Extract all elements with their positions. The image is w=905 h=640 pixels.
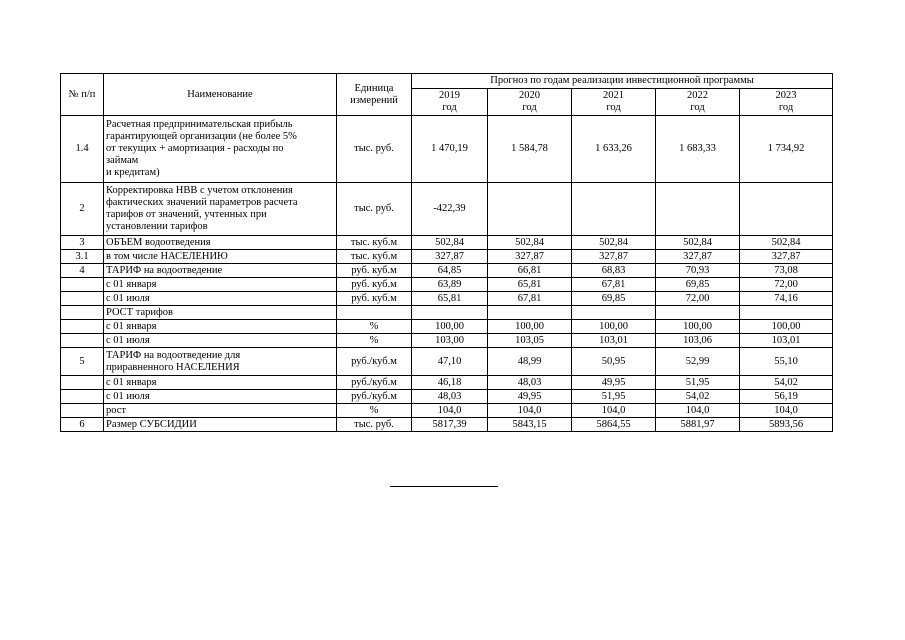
row-value: 5843,15 bbox=[488, 418, 572, 432]
row-value: 103,06 bbox=[656, 334, 740, 348]
header-number bbox=[61, 74, 104, 116]
row-number: 5 bbox=[61, 348, 104, 376]
row-value bbox=[572, 183, 656, 236]
row-value bbox=[740, 306, 833, 320]
row-value: 104,0 bbox=[656, 404, 740, 418]
investment-forecast-table bbox=[60, 73, 833, 432]
row-name: с 01 января bbox=[104, 320, 337, 334]
row-name-line: и кредитам) bbox=[106, 167, 160, 178]
header-name bbox=[104, 74, 337, 116]
header-forecast-label: Прогноз по годам реализации инвестиционной программы bbox=[490, 75, 754, 86]
header-year bbox=[572, 89, 656, 116]
table-row bbox=[61, 116, 833, 183]
row-value: 103,01 bbox=[740, 334, 833, 348]
row-number bbox=[61, 404, 104, 418]
row-value: 1 584,78 bbox=[488, 116, 572, 183]
row-unit: тыс. руб. bbox=[337, 418, 412, 432]
row-value: 48,03 bbox=[488, 376, 572, 390]
row-value: 327,87 bbox=[412, 250, 488, 264]
row-name-line: установлении тарифов bbox=[106, 221, 208, 232]
row-value: 5817,39 bbox=[412, 418, 488, 432]
row-value: 104,0 bbox=[740, 404, 833, 418]
header-year bbox=[740, 89, 833, 116]
row-value: 5881,97 bbox=[656, 418, 740, 432]
row-value: 72,00 bbox=[656, 292, 740, 306]
row-value bbox=[572, 306, 656, 320]
row-name: с 01 января bbox=[104, 278, 337, 292]
row-value: 56,19 bbox=[740, 390, 833, 404]
row-value: 49,95 bbox=[488, 390, 572, 404]
row-value: 74,16 bbox=[740, 292, 833, 306]
header-year bbox=[488, 89, 572, 116]
header-unit bbox=[337, 74, 412, 116]
row-number: 6 bbox=[61, 418, 104, 432]
table-row bbox=[61, 334, 833, 348]
row-name-line: Расчетная предпринимательская прибыль bbox=[106, 119, 293, 130]
table-row bbox=[61, 348, 833, 376]
row-name-line: приравненного НАСЕЛЕНИЯ bbox=[106, 361, 240, 373]
row-value bbox=[412, 306, 488, 320]
row-number: 2 bbox=[61, 183, 104, 236]
row-number bbox=[61, 390, 104, 404]
row-value: 48,03 bbox=[412, 390, 488, 404]
row-value: 63,89 bbox=[412, 278, 488, 292]
row-value bbox=[656, 183, 740, 236]
table-row bbox=[61, 306, 833, 320]
row-name-line: тарифов от значений, учтенных при bbox=[106, 209, 267, 220]
row-value: 54,02 bbox=[740, 376, 833, 390]
row-unit: % bbox=[337, 320, 412, 334]
year-label: 2019 bbox=[439, 90, 460, 101]
row-value: 100,00 bbox=[656, 320, 740, 334]
table-row bbox=[61, 183, 833, 236]
row-value: 104,0 bbox=[412, 404, 488, 418]
table-row bbox=[61, 376, 833, 390]
row-value: 66,81 bbox=[488, 264, 572, 278]
row-value: 327,87 bbox=[740, 250, 833, 264]
year-label: 2021 bbox=[603, 90, 624, 101]
table-row bbox=[61, 278, 833, 292]
row-name-line: Корректировка НВВ с учетом отклонения bbox=[106, 185, 293, 196]
row-unit: тыс. руб. bbox=[337, 183, 412, 236]
table-row bbox=[61, 250, 833, 264]
row-number bbox=[61, 306, 104, 320]
row-name-line: займам bbox=[106, 155, 139, 166]
row-unit: тыс. куб.м bbox=[337, 236, 412, 250]
row-name: ТАРИФ на водоотведение bbox=[104, 264, 337, 278]
row-name bbox=[104, 183, 337, 236]
row-name: с 01 января bbox=[104, 376, 337, 390]
row-number: 3.1 bbox=[61, 250, 104, 264]
row-value: 50,95 bbox=[572, 348, 656, 376]
row-unit: руб./куб.м bbox=[337, 376, 412, 390]
row-unit: руб./куб.м bbox=[337, 390, 412, 404]
row-value: 104,0 bbox=[488, 404, 572, 418]
row-name-line: фактических значений параметров расчета bbox=[106, 197, 298, 208]
row-unit: руб. куб.м bbox=[337, 292, 412, 306]
row-value: 103,01 bbox=[572, 334, 656, 348]
row-name: РОСТ тарифов bbox=[104, 306, 337, 320]
row-value: 65,81 bbox=[488, 278, 572, 292]
header-unit-label: Единица измерений bbox=[350, 82, 398, 106]
row-unit: тыс. куб.м bbox=[337, 250, 412, 264]
row-number bbox=[61, 278, 104, 292]
year-suffix: год bbox=[690, 102, 705, 113]
row-value: 46,18 bbox=[412, 376, 488, 390]
header-number-label: № п/п bbox=[68, 88, 96, 100]
row-value: 73,08 bbox=[740, 264, 833, 278]
row-value: 327,87 bbox=[572, 250, 656, 264]
header-year bbox=[656, 89, 740, 116]
row-value: 100,00 bbox=[412, 320, 488, 334]
header-forecast bbox=[412, 74, 833, 89]
row-value: 49,95 bbox=[572, 376, 656, 390]
year-suffix: год bbox=[522, 102, 537, 113]
row-value: 1 470,19 bbox=[412, 116, 488, 183]
row-value: 502,84 bbox=[488, 236, 572, 250]
row-value: -422,39 bbox=[412, 183, 488, 236]
row-name: ОБЪЕМ водоотведения bbox=[104, 236, 337, 250]
row-value bbox=[488, 183, 572, 236]
row-number: 3 bbox=[61, 236, 104, 250]
row-value: 327,87 bbox=[488, 250, 572, 264]
row-value: 100,00 bbox=[572, 320, 656, 334]
year-suffix: год bbox=[606, 102, 621, 113]
row-value: 5893,56 bbox=[740, 418, 833, 432]
row-value: 64,85 bbox=[412, 264, 488, 278]
row-number bbox=[61, 292, 104, 306]
row-name: рост bbox=[104, 404, 337, 418]
row-value: 502,84 bbox=[572, 236, 656, 250]
row-unit: руб. куб.м bbox=[337, 264, 412, 278]
row-value: 47,10 bbox=[412, 348, 488, 376]
row-number: 4 bbox=[61, 264, 104, 278]
header-row-1 bbox=[61, 74, 833, 89]
row-value: 69,85 bbox=[572, 292, 656, 306]
row-name: с 01 июля bbox=[104, 390, 337, 404]
row-value: 67,81 bbox=[488, 292, 572, 306]
row-name-line: ТАРИФ на водоотведение для bbox=[106, 349, 241, 361]
row-value bbox=[656, 306, 740, 320]
row-value: 1 734,92 bbox=[740, 116, 833, 183]
year-label: 2023 bbox=[775, 90, 797, 101]
row-unit: руб./куб.м bbox=[337, 348, 412, 376]
row-value: 65,81 bbox=[412, 292, 488, 306]
table-row bbox=[61, 320, 833, 334]
row-number bbox=[61, 320, 104, 334]
row-value: 1 683,33 bbox=[656, 116, 740, 183]
row-value bbox=[488, 306, 572, 320]
row-name bbox=[104, 116, 337, 183]
year-label: 2020 bbox=[519, 90, 540, 101]
table-row bbox=[61, 264, 833, 278]
year-label: 2022 bbox=[687, 90, 708, 101]
row-value: 502,84 bbox=[656, 236, 740, 250]
header-name-label: Наименование bbox=[187, 88, 253, 100]
table-row bbox=[61, 404, 833, 418]
row-name bbox=[104, 348, 337, 376]
row-unit: тыс. руб. bbox=[337, 116, 412, 183]
row-value: 70,93 bbox=[656, 264, 740, 278]
table-row bbox=[61, 292, 833, 306]
row-value: 327,87 bbox=[656, 250, 740, 264]
row-unit: руб. куб.м bbox=[337, 278, 412, 292]
row-value: 54,02 bbox=[656, 390, 740, 404]
end-separator-line bbox=[390, 486, 498, 487]
row-value: 502,84 bbox=[412, 236, 488, 250]
row-value: 68,83 bbox=[572, 264, 656, 278]
row-value: 104,0 bbox=[572, 404, 656, 418]
row-value: 1 633,26 bbox=[572, 116, 656, 183]
row-value: 48,99 bbox=[488, 348, 572, 376]
row-name: с 01 июля bbox=[104, 292, 337, 306]
row-name: в том числе НАСЕЛЕНИЮ bbox=[104, 250, 337, 264]
row-value: 5864,55 bbox=[572, 418, 656, 432]
row-value: 51,95 bbox=[572, 390, 656, 404]
row-value bbox=[740, 183, 833, 236]
row-name: с 01 июля bbox=[104, 334, 337, 348]
row-number: 1.4 bbox=[61, 116, 104, 183]
row-name-line: гарантирующей организации (не более 5% bbox=[106, 131, 297, 142]
row-number bbox=[61, 376, 104, 390]
row-value: 502,84 bbox=[740, 236, 833, 250]
row-value: 69,85 bbox=[656, 278, 740, 292]
row-value: 55,10 bbox=[740, 348, 833, 376]
row-value: 100,00 bbox=[488, 320, 572, 334]
row-value: 103,00 bbox=[412, 334, 488, 348]
table-row bbox=[61, 418, 833, 432]
year-suffix: год bbox=[442, 102, 457, 113]
row-value: 67,81 bbox=[572, 278, 656, 292]
row-unit: % bbox=[337, 404, 412, 418]
row-value: 103,05 bbox=[488, 334, 572, 348]
row-name: Размер СУБСИДИИ bbox=[104, 418, 337, 432]
table-row bbox=[61, 236, 833, 250]
row-value: 51,95 bbox=[656, 376, 740, 390]
row-name-line: от текущих + амортизация - расходы по bbox=[106, 143, 284, 154]
header-year bbox=[412, 89, 488, 116]
row-number bbox=[61, 334, 104, 348]
row-unit: % bbox=[337, 334, 412, 348]
row-value: 100,00 bbox=[740, 320, 833, 334]
row-value: 72,00 bbox=[740, 278, 833, 292]
year-suffix: год bbox=[778, 102, 794, 113]
row-unit bbox=[337, 306, 412, 320]
row-value: 52,99 bbox=[656, 348, 740, 376]
table-row bbox=[61, 390, 833, 404]
